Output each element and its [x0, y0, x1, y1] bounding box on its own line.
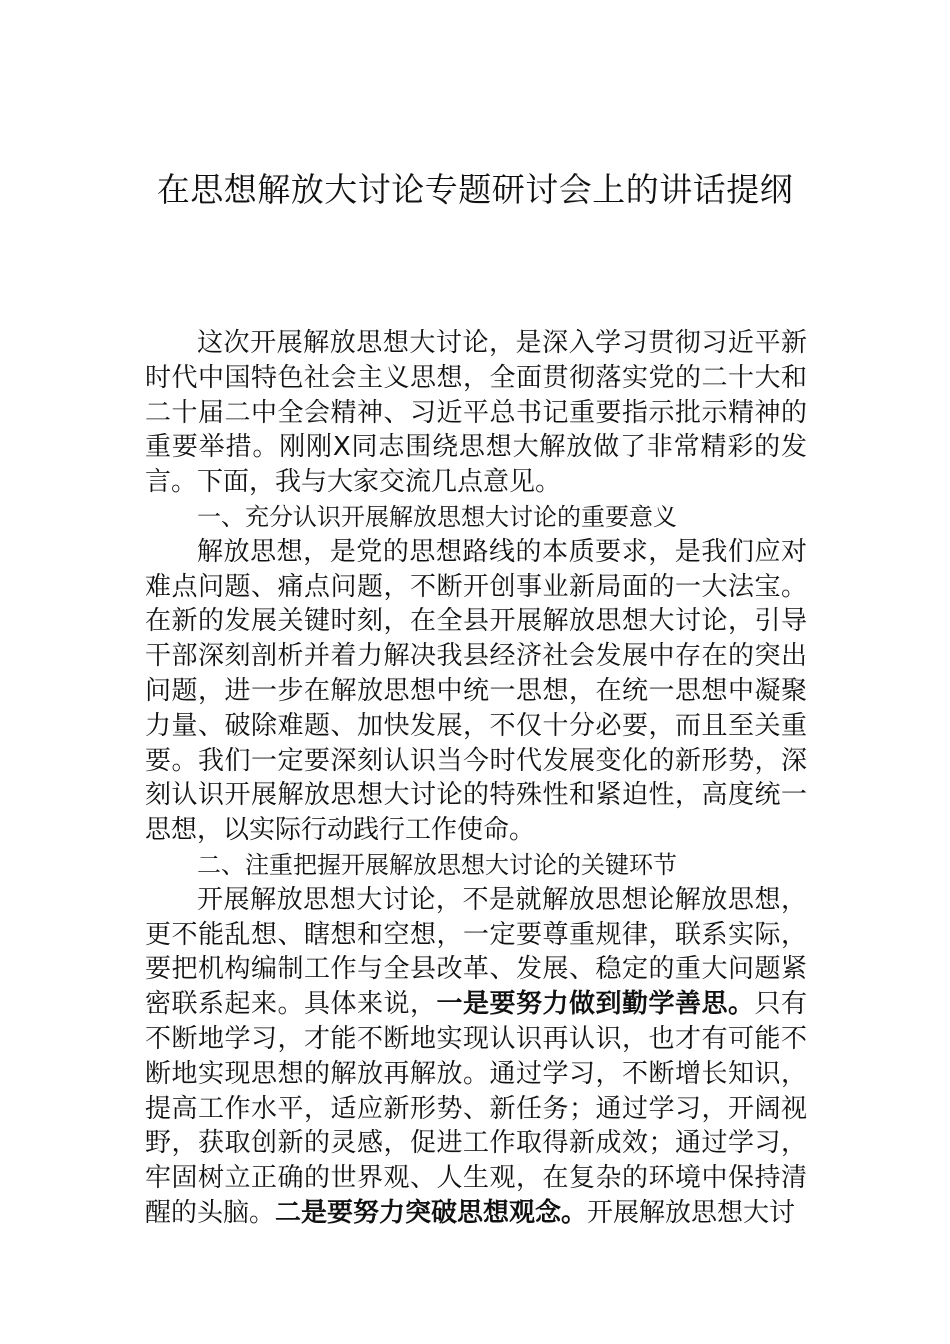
key-point-1: 一是要努力做到勤学善思。 [436, 989, 755, 1020]
section-2-paragraph [145, 883, 807, 1231]
section-heading-2: 二、注重把握开展解放思想大讨论的关键环节 [197, 850, 677, 879]
document-body [145, 326, 807, 1231]
document-title: 在思想解放大讨论专题研讨会上的讲话提纲 [156, 170, 794, 209]
paragraph-text-segment: 只有不断地学习，才能不断地实现认识再认识，也才有可能不断地实现思想的解放再解放。通过学习，不断增长知识，提高工作水平，适应新形势、新任务；通过学习，开阔视野，获取创新的灵感，促进工作取得新成效；通过学习，牢固树立正确的世界观、人生观，在复杂的环境中保持清醒的头脑。 [145, 989, 807, 1228]
paragraph-text-segment: 开展解放思想大讨 [587, 1197, 796, 1228]
key-point-2: 二是要努力突破思想观念。 [275, 1197, 588, 1228]
section-1-paragraph: 解放思想，是党的思想路线的本质要求，是我们应对难点问题、痛点问题，不断开创事业新局面的一大法宝。在新的发展关键时刻，在全县开展解放思想大讨论，引导干部深刻剖析并着力解决我县经济社会发展中存在的突出问题，进一步在解放思想中统一思想，在统一思想中凝聚力量、破除难题、加快发展，不仅十分必要，而且至关重要。我们一定要深刻认识当今时代发展变化的新形势，深刻认识开展解放思想大讨论的特殊性和紧迫性，高度统一思想，以实际行动践行工作使命。 [145, 536, 807, 846]
section-heading-1: 一、充分认识开展解放思想大讨论的重要意义 [197, 502, 677, 531]
intro-paragraph: 这次开展解放思想大讨论，是深入学习贯彻习近平新时代中国特色社会主义思想，全面贯彻落实党的二十大和二十届二中全会精神、习近平总书记重要指示批示精神的重要举措。刚刚X同志围绕思想大解放做了非常精彩的发言。下面，我与大家交流几点意见。 [145, 328, 807, 498]
paragraph-text-segment: 开展解放思想大讨论，不是就解放思想论解放思想，更不能乱想、瞎想和空想，一定要尊重规律，联系实际，要把机构编制工作与全县改革、发展、稳定的重大问题紧密联系起来。具体来说， [145, 884, 807, 1020]
